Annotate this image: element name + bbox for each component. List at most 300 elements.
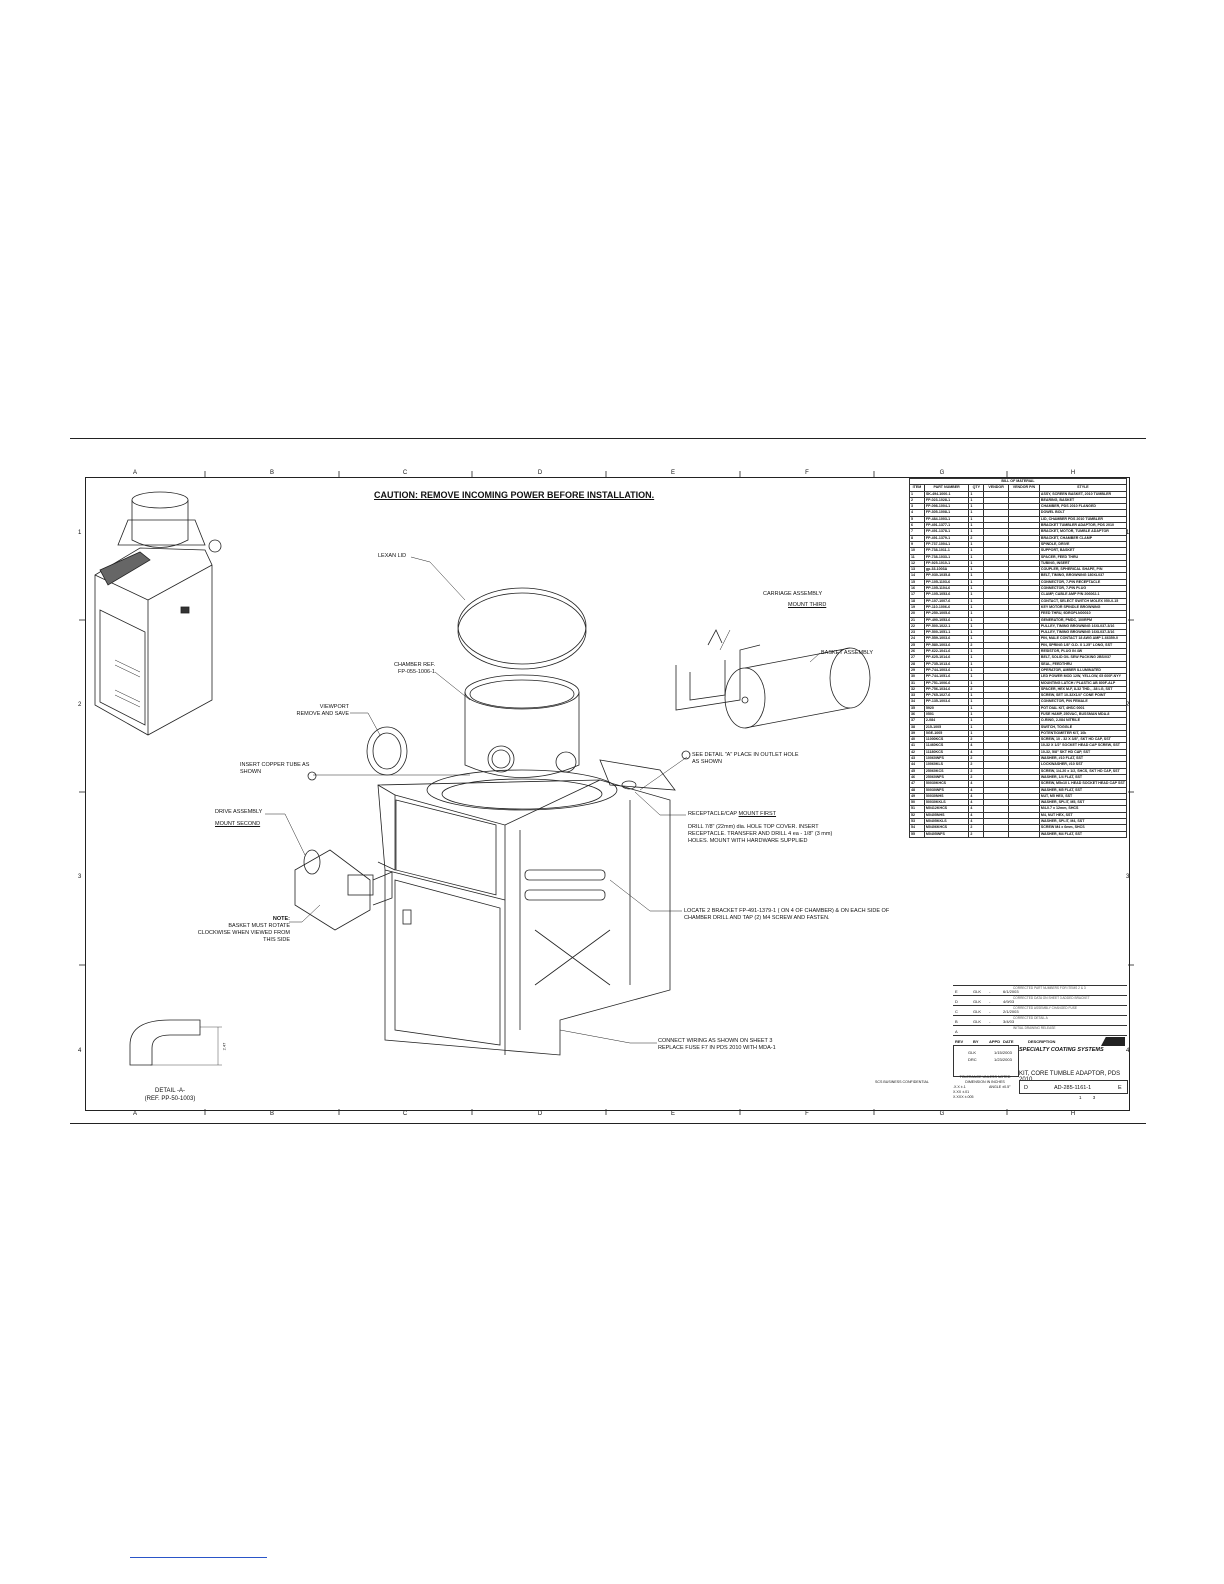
bom-cell: 14 bbox=[910, 573, 925, 579]
bom-cell: 0501 bbox=[924, 711, 969, 717]
label-see-detail-line2: AS SHOWN bbox=[692, 759, 722, 765]
bom-cell: 32 bbox=[910, 686, 925, 692]
label-basket-assembly: BASKET ASSEMBLY bbox=[821, 650, 874, 656]
bom-cell: 15 bbox=[910, 579, 925, 585]
bom-cell: 50030KKLS bbox=[924, 800, 969, 806]
revision-by: GLK bbox=[973, 989, 982, 994]
bom-cell: 25060WFS bbox=[924, 774, 969, 780]
bom-cell: 4 bbox=[969, 749, 984, 755]
dwg-number: AD-285-1161-1 bbox=[1054, 1085, 1092, 1091]
grid-col-label: B bbox=[269, 1111, 275, 1117]
bom-cell: BEARING, BASKET bbox=[1039, 497, 1126, 503]
bom-cell: FEED THRU, 9DROPLN00010 bbox=[1039, 611, 1126, 617]
bom-cell: MOUNTING LATCH / PLASTIC AB 800F-ALP bbox=[1039, 680, 1126, 686]
grid-row-label: 1 bbox=[78, 530, 82, 536]
bom-cell: PIN, SPRING 1/8" O.D. X 1.25" LONG, SST bbox=[1039, 642, 1126, 648]
bom-cell: SCREW, 10 - 32 X 3/8", SKT HD CAP, SST bbox=[1039, 737, 1126, 743]
bom-cell: PP-580-1003-6 bbox=[924, 642, 969, 648]
grid-col-label: G bbox=[939, 1111, 945, 1117]
bom-cell: 1 bbox=[969, 516, 984, 522]
bom-cell: BELT, SOLID OIL SEW PACKING 2BS/037 bbox=[1039, 655, 1126, 661]
bom-cell: BRACKET, CHAMBER CLAMP bbox=[1039, 535, 1126, 541]
drawn-date: 1/15/2003 bbox=[994, 1050, 1012, 1055]
bom-cell: 1 bbox=[969, 617, 984, 623]
bom-cell: 1 bbox=[969, 699, 984, 705]
bom-cell: 47 bbox=[910, 781, 925, 787]
bom-cell: 1 bbox=[969, 649, 984, 655]
bom-cell: PP-107-1007-6 bbox=[924, 598, 969, 604]
bom-cell: O-RING, 2-084 NITRILE bbox=[1039, 718, 1126, 724]
bom-cell: 9 bbox=[910, 541, 925, 547]
label-lexan-lid: LEXAN LID bbox=[378, 553, 407, 559]
bom-cell: PULLEY, TIMING BROWNING 16XL037-3/16 bbox=[1039, 623, 1126, 629]
revision-appd: - bbox=[989, 1009, 991, 1014]
bom-cell: 11460KCS bbox=[924, 743, 969, 749]
tolerance-angle: ANGLE ±0.5° bbox=[989, 1085, 1011, 1089]
drawn-by: GLK bbox=[968, 1050, 977, 1055]
revision-by: GLK bbox=[973, 999, 982, 1004]
rev-header: APPD bbox=[989, 1039, 1001, 1044]
bom-cell: 45 bbox=[910, 768, 925, 774]
bom-cell: 40 bbox=[910, 737, 925, 743]
revision-description: CORRECTED ASSEMBLY CHANGED FUSE bbox=[1013, 1006, 1077, 1010]
size-value: D bbox=[1024, 1085, 1028, 1091]
label-note-line3: THIS SIDE bbox=[263, 937, 290, 943]
bom-cell: 36 bbox=[910, 711, 925, 717]
checked-by: DRC bbox=[968, 1057, 977, 1062]
bom-cell: 13 bbox=[910, 567, 925, 573]
bom-cell: PP-250-1005-6 bbox=[924, 611, 969, 617]
bom-cell: 1 bbox=[969, 497, 984, 503]
bom-cell: 1 bbox=[969, 661, 984, 667]
bom-cell: WASHER, M5 FLAT, SST bbox=[1039, 787, 1126, 793]
bom-cell: WASHER, M4 FLAT, SST bbox=[1039, 831, 1126, 837]
bom-cell: FP-738-1011-1 bbox=[924, 548, 969, 554]
bom-cell: 39 bbox=[910, 730, 925, 736]
bom-cell: 26 bbox=[910, 649, 925, 655]
revision-rev: B bbox=[955, 1019, 958, 1024]
bom-cell: FP-491-1377-1 bbox=[924, 523, 969, 529]
detail-a-caption bbox=[130, 1087, 210, 1103]
tolerance-units: DIMENSION IN INCHES bbox=[965, 1080, 1005, 1084]
bom-cell: 46 bbox=[910, 774, 925, 780]
bom-cell: WASHER, 1/4 FLAT, SST bbox=[1039, 774, 1126, 780]
bom-cell: KEY MOTOR SPINDLE BROWNING bbox=[1039, 604, 1126, 610]
bom-cell: FUSE HAMP, 250VAC, BUSSMAN MDA-8 bbox=[1039, 711, 1126, 717]
bom-cell: SPINDLE, DRIVE bbox=[1039, 541, 1126, 547]
bom-cell: 2 bbox=[969, 774, 984, 780]
viewport bbox=[367, 727, 407, 775]
bom-cell: PP-105-1103-6 bbox=[924, 579, 969, 585]
bom-cell: 4 bbox=[969, 812, 984, 818]
revision-rev: A bbox=[955, 1029, 958, 1034]
bom-cell: 2 bbox=[969, 768, 984, 774]
bom-cell: 41 bbox=[910, 743, 925, 749]
bom-cell: 23 bbox=[910, 630, 925, 636]
bom-cell: 2 bbox=[969, 686, 984, 692]
bom-cell: 10-32, 5/8" SKT HD CAP, SST bbox=[1039, 749, 1126, 755]
bom-cell: 5GE-1005 bbox=[924, 730, 969, 736]
bom-header: PART NUMBER bbox=[924, 485, 969, 491]
bom-cell: 1 bbox=[969, 655, 984, 661]
bom-cell: 5 bbox=[910, 516, 925, 522]
bom-cell: 4 bbox=[969, 806, 984, 812]
label-note-title: NOTE: bbox=[272, 916, 290, 922]
drawn-by-box bbox=[953, 1045, 1019, 1077]
label-connect-wiring bbox=[658, 1038, 776, 1052]
footer-link-underline bbox=[130, 1557, 267, 1558]
bom-cell: 2 bbox=[969, 825, 984, 831]
detail-a-title: DETAIL -A- bbox=[154, 1088, 185, 1094]
rev-header: DESCRIPTION bbox=[1028, 1039, 1056, 1044]
bom-header: QTY bbox=[969, 485, 984, 491]
bom-cell: 10-32 X 1/2" SOCKET HEAD CAP SCREW, SST bbox=[1039, 743, 1126, 749]
bom-cell: gp-33-1003A bbox=[924, 567, 969, 573]
revision-description: INITIAL DRAWING RELEASE bbox=[1013, 1026, 1056, 1030]
revision-date: 6/1/2003 bbox=[1003, 989, 1019, 994]
bom-cell: PULLEY, TIMING BROWNING 16XL037-3/16 bbox=[1039, 630, 1126, 636]
label-drill-line2: RECEPTACLE. TRANSFER AND DRILL 4 ea - 1/8" (3 mm) bbox=[688, 831, 833, 837]
bom-cell: 1 bbox=[969, 510, 984, 516]
revision-rev: D bbox=[955, 999, 958, 1004]
label-locate-line2: CHAMBER DRILL AND TAP (2) M4 SCREW AND FASTEN. bbox=[684, 915, 830, 921]
bom-cell: WASHER, SPLIT, M5, SST bbox=[1039, 800, 1126, 806]
bom-header: VENDOR P/N bbox=[1009, 485, 1040, 491]
bom-cell: 1 bbox=[969, 586, 984, 592]
revision-description: CORRECTED DATA ON SHEET 3 ADDED BRACKET bbox=[1013, 996, 1090, 1000]
bom-cell: BRACKET TUMBLER ADAPTOR, PDS 2010 bbox=[1039, 523, 1126, 529]
bom-cell: PP-110-1006-6 bbox=[924, 604, 969, 610]
label-locate-bracket bbox=[684, 908, 889, 922]
lexan-lid bbox=[458, 588, 586, 669]
bom-cell: 44 bbox=[910, 762, 925, 768]
bom-cell: PP-744-1051-6 bbox=[924, 674, 969, 680]
bom-cell: 1 bbox=[969, 592, 984, 598]
bom-cell: 1 bbox=[969, 611, 984, 617]
bom-cell: 28 bbox=[910, 661, 925, 667]
bom-cell: 1 bbox=[969, 491, 984, 497]
basket-assembly bbox=[725, 648, 870, 728]
bom-cell: SCREW M4 x 6mm, SHCS bbox=[1039, 825, 1126, 831]
bom-cell: 11180KCS bbox=[924, 749, 969, 755]
overview-machine bbox=[95, 492, 221, 735]
bom-cell: 17 bbox=[910, 592, 925, 598]
revision-by: GLK bbox=[973, 1019, 982, 1024]
bom-cell: 50030NHS bbox=[924, 793, 969, 799]
bom-cell: LID, CHAMBER PDS 2010 TUMBLER bbox=[1039, 516, 1126, 522]
bom-cell: 11000KCS bbox=[924, 737, 969, 743]
bom-cell: 4 bbox=[910, 510, 925, 516]
bom-cell: 55 bbox=[910, 831, 925, 837]
bom-cell: 5920 bbox=[924, 705, 969, 711]
revision-date: 4/9/03 bbox=[1003, 999, 1015, 1004]
tolerance-xxx: X.XXX ±.005 bbox=[953, 1095, 974, 1099]
tolerance-x: .X.X ±.1 bbox=[953, 1085, 966, 1089]
detail-a-ref: (REF. PP-50-1003) bbox=[144, 1096, 196, 1102]
bom-cell: 48 bbox=[910, 787, 925, 793]
bom-cell: 10 bbox=[910, 548, 925, 554]
bom-cell: 4 bbox=[969, 800, 984, 806]
bom-cell: 50 bbox=[910, 800, 925, 806]
bom-cell: PIN, MALE CONTACT 18 AWG AMP 1-66359-0 bbox=[1039, 636, 1126, 642]
bom-cell: 42 bbox=[910, 749, 925, 755]
bom-cell: 1 bbox=[969, 541, 984, 547]
bom-cell: PP-622-1041-6 bbox=[924, 649, 969, 655]
grid-row-label: 3 bbox=[1126, 874, 1130, 880]
label-note-line1: BASKET MUST ROTATE bbox=[228, 923, 290, 929]
label-receptacle bbox=[688, 811, 776, 818]
bom-cell: 4 bbox=[969, 787, 984, 793]
label-carriage-title: CARRIAGE ASSEMBLY bbox=[763, 591, 823, 597]
label-viewport-title: VIEWPORT bbox=[319, 704, 349, 710]
label-drive-assembly-title: DRIVE ASSEMBLY bbox=[215, 809, 263, 815]
label-drill-line3: HOLES. MOUNT WITH HARDWARE SUPPLIED bbox=[688, 838, 808, 844]
confidential-note: SCS BUSINESS CONFIDENTIAL bbox=[875, 1080, 929, 1084]
bom-cell: PP-135-1003-6 bbox=[924, 699, 969, 705]
bom-cell: PP-030-1035-8 bbox=[924, 573, 969, 579]
grid-col-label: E bbox=[670, 470, 676, 476]
drive-assembly bbox=[295, 850, 392, 930]
grid-row-label: 2 bbox=[78, 702, 82, 708]
label-insert-copper-line2: SHOWN bbox=[240, 769, 262, 775]
bom-cell: 27 bbox=[910, 655, 925, 661]
bom-cell: 34 bbox=[910, 699, 925, 705]
bom-cell: 38 bbox=[910, 724, 925, 730]
bill-of-material-table bbox=[909, 478, 1130, 838]
label-mount-first: MOUNT FIRST bbox=[738, 811, 777, 817]
bom-cell: 1 bbox=[969, 523, 984, 529]
bom-cell: 18 bbox=[910, 598, 925, 604]
bom-cell: 1 bbox=[969, 630, 984, 636]
bom-cell: 33 bbox=[910, 693, 925, 699]
bom-cell: 29 bbox=[910, 667, 925, 673]
bom-cell: 1 bbox=[969, 579, 984, 585]
label-insert-copper bbox=[240, 762, 309, 776]
bom-title: BILL OF MATERIAL bbox=[910, 479, 1127, 485]
label-viewport-note: REMOVE AND SAVE bbox=[296, 711, 349, 717]
bom-cell: 53 bbox=[910, 819, 925, 825]
bom-cell: 2 bbox=[969, 762, 984, 768]
grid-col-label: F bbox=[805, 470, 809, 476]
bom-cell: 2 bbox=[910, 497, 925, 503]
bom-cell: 54 bbox=[910, 825, 925, 831]
label-detail-dim: 2.47 bbox=[221, 1042, 227, 1051]
bom-cell: 50030WFS bbox=[924, 787, 969, 793]
bom-cell: SUPPORT, BASKET bbox=[1039, 548, 1126, 554]
tolerance-title: TOLERANCE UNLESS NOTED bbox=[959, 1075, 1011, 1079]
bom-cell: M0405NHS bbox=[924, 812, 969, 818]
bom-cell: CLAMP, CABLE AMP P/N 206062-1 bbox=[1039, 592, 1126, 598]
grid-col-label: C bbox=[402, 1111, 408, 1117]
bom-cell: M0406KHCS bbox=[924, 825, 969, 831]
bom-cell: SPACER, HEX M-F, 8-32 THD., .38 LG, SST bbox=[1039, 686, 1126, 692]
grid-row-label: 4 bbox=[78, 1048, 82, 1054]
bom-header: VENDOR bbox=[984, 485, 1009, 491]
bom-cell: 1 bbox=[969, 604, 984, 610]
bom-cell: PP-500-1022-1 bbox=[924, 623, 969, 629]
bom-cell: 25060KCS bbox=[924, 768, 969, 774]
revision-description: CORRECTED DETAIL A bbox=[1013, 1016, 1048, 1020]
tolerance-xx: X.XX ±.01 bbox=[953, 1090, 970, 1094]
bom-cell: PP-490-1053-6 bbox=[924, 617, 969, 623]
bom-cell: 24 bbox=[910, 636, 925, 642]
bom-cell: CHAMBER, PDS 2010 FLANGED bbox=[1039, 504, 1126, 510]
bom-cell: 30 bbox=[910, 674, 925, 680]
tolerance-block bbox=[953, 1075, 1017, 1100]
label-basket-note bbox=[185, 916, 290, 944]
bom-cell: WASHER, SPLIT, M4, SST bbox=[1039, 819, 1126, 825]
bom-cell: POT DIAL KIT, 4HSC 0001 bbox=[1039, 705, 1126, 711]
bom-cell: 16 bbox=[910, 586, 925, 592]
bom-cell: WASHER, #10 FLAT, SST bbox=[1039, 756, 1126, 762]
grid-col-label: H bbox=[1070, 470, 1076, 476]
label-viewport bbox=[285, 704, 349, 718]
drawing-title: KIT, CORE TUMBLE ADAPTOR, PDS 2010 bbox=[1019, 1071, 1121, 1083]
label-see-detail bbox=[692, 752, 799, 766]
bom-cell: POTENTIOMETER KIT, 10k bbox=[1039, 730, 1126, 736]
bom-header: STYLE bbox=[1039, 485, 1126, 491]
bom-cell: 1 bbox=[969, 623, 984, 629]
bom-cell: 31 bbox=[910, 680, 925, 686]
caution-heading: CAUTION: REMOVE INCOMING POWER BEFORE INSTALLATION. bbox=[374, 490, 655, 500]
bom-cell: 1 bbox=[969, 567, 984, 573]
bom-cell: 1 bbox=[969, 636, 984, 642]
grid-row-label: 1 bbox=[1126, 530, 1130, 536]
bom-cell: OPERATOR, AMBER ILLUMINATED bbox=[1039, 667, 1126, 673]
grid-col-label: A bbox=[132, 1111, 138, 1117]
bom-cell: FP-484-1003-1 bbox=[924, 516, 969, 522]
grid-col-label: D bbox=[537, 1111, 543, 1117]
bom-cell: SWITCH, TOGGLE bbox=[1039, 724, 1126, 730]
leader-lines bbox=[265, 557, 820, 1043]
bom-cell: PP-756-1034-6 bbox=[924, 686, 969, 692]
bom-cell: 4 bbox=[969, 781, 984, 787]
bom-cell: 19 bbox=[910, 604, 925, 610]
bom-cell: 52 bbox=[910, 812, 925, 818]
label-chamber-ref bbox=[380, 662, 435, 676]
revision-date: 3/4/03 bbox=[1003, 1019, 1015, 1024]
size-dwg-rev-box bbox=[1019, 1080, 1128, 1094]
bom-cell: PP-105-1104-6 bbox=[924, 586, 969, 592]
bom-cell: PP-751-1006-6 bbox=[924, 680, 969, 686]
revision-description: CORRECTED PART NUMBERS FOR ITEMS 2 & 3 bbox=[1013, 986, 1086, 990]
label-receptacle-title: RECEPTACLE/CAP bbox=[688, 811, 738, 817]
bom-cell: M4-0.7 x 12mm, SHCS bbox=[1039, 806, 1126, 812]
sheet-info bbox=[1079, 1095, 1095, 1100]
bom-body bbox=[910, 491, 1130, 837]
bom-cell: PP-735-1013-6 bbox=[924, 661, 969, 667]
bom-cell: M0405KKLS bbox=[924, 819, 969, 825]
bom-cell: LOCKWASHER, #10 SST bbox=[1039, 762, 1126, 768]
bom-cell: FP-305-1008-1 bbox=[924, 510, 969, 516]
bom-cell: 20 bbox=[910, 611, 925, 617]
bom-cell: FP-738-1033-1 bbox=[924, 554, 969, 560]
bom-cell bbox=[1009, 831, 1040, 837]
bom-cell: CONTACT, SELECT SWITCH MOLEX 050-0-15 bbox=[1039, 598, 1126, 604]
revision-rev: E bbox=[955, 989, 958, 994]
rev-header: REV bbox=[955, 1039, 964, 1044]
bom-cell: ASSY, SCREEN BASKET, 2010 TUMBLER bbox=[1039, 491, 1126, 497]
rev-value: E bbox=[1118, 1085, 1122, 1091]
bom-cell: 25 bbox=[910, 642, 925, 648]
label-insert-copper-line1: INSERT COPPER TUBE AS bbox=[240, 762, 310, 768]
revision-date: 2/1/2003 bbox=[1003, 1009, 1019, 1014]
grid-col-label: H bbox=[1070, 1111, 1076, 1117]
bom-cell: TUBING, INSERT bbox=[1039, 560, 1126, 566]
bom-cell: 2 bbox=[969, 642, 984, 648]
bom-cell: 7 bbox=[910, 529, 925, 535]
bom-cell: CONNECTOR, PIN FEMALE bbox=[1039, 699, 1126, 705]
rev-header: DATE bbox=[1003, 1039, 1014, 1044]
bom-cell: 22 bbox=[910, 623, 925, 629]
bom-cell: 1 bbox=[969, 548, 984, 554]
bom-cell: 2-084 bbox=[924, 718, 969, 724]
bom-cell: M0412KHCS bbox=[924, 806, 969, 812]
bom-cell: 215-1005 bbox=[924, 724, 969, 730]
bom-cell: 3 bbox=[910, 504, 925, 510]
bom-cell: NUT, M5 HEX, SST bbox=[1039, 793, 1126, 799]
grid-col-label: G bbox=[939, 470, 945, 476]
bom-cell: FP-737-1004-1 bbox=[924, 541, 969, 547]
bom-cell: COUPLER, SPHERICAL SHAPE, P/N bbox=[1039, 567, 1126, 573]
bom-cell: 6 bbox=[910, 523, 925, 529]
bom-cell: BELT, TIMING, BROWNING 180XL037 bbox=[1039, 573, 1126, 579]
bom-cell: PP-559-1003-6 bbox=[924, 636, 969, 642]
bom-cell: 1 bbox=[969, 724, 984, 730]
bom-cell: PP-744-1003-6 bbox=[924, 667, 969, 673]
label-drive-assembly bbox=[215, 809, 262, 828]
main-cabinet bbox=[378, 780, 670, 1055]
label-carriage-assembly bbox=[763, 591, 826, 609]
bom-cell: 1 bbox=[969, 718, 984, 724]
grid-col-label: E bbox=[670, 1111, 676, 1117]
grid-col-label: A bbox=[132, 470, 138, 476]
bom-cell: 1 bbox=[969, 529, 984, 535]
grid-row-label: 2 bbox=[1126, 702, 1130, 708]
bom-cell: 50030KHCS bbox=[924, 781, 969, 787]
bom-cell: 1 bbox=[969, 667, 984, 673]
bom-cell: 21 bbox=[910, 617, 925, 623]
bom-row bbox=[910, 831, 1127, 837]
bom-cell: CONNECTOR, 7-PIN PLUG bbox=[1039, 586, 1126, 592]
bom-cell: FP-023-1028-1 bbox=[924, 497, 969, 503]
bom-cell: FP-491-1378-1 bbox=[924, 529, 969, 535]
bom-cell: 4 bbox=[969, 819, 984, 825]
bom-cell: 43 bbox=[910, 756, 925, 762]
bom-cell: 1 bbox=[910, 491, 925, 497]
label-note-line2: CLOCKWISE WHEN VIEWED FROM bbox=[197, 930, 290, 936]
bom-cell: 1 bbox=[969, 560, 984, 566]
label-see-detail-line1: SEE DETAIL "A" PLACE IN OUTLET HOLE bbox=[692, 752, 799, 758]
bom-cell: 12 bbox=[910, 560, 925, 566]
bom-cell: 1 bbox=[969, 693, 984, 699]
revision-by: GLK bbox=[973, 1009, 982, 1014]
label-chamber-ref-title: CHAMBER REF. bbox=[394, 662, 435, 668]
company-name: SPECIALTY COATING SYSTEMS bbox=[1019, 1047, 1104, 1053]
label-connect-line1: CONNECT WIRING AS SHOWN ON SHEET 3 bbox=[658, 1038, 773, 1044]
bom-cell: SPACER, FEED THRU bbox=[1039, 554, 1126, 560]
bom-cell: SCREW, M5x10 L HEAD SOCKET HEAD CAP SST bbox=[1040, 781, 1125, 786]
bom-cell: 37 bbox=[910, 718, 925, 724]
bom-cell: 11 bbox=[910, 554, 925, 560]
grid-row-label: 3 bbox=[78, 874, 82, 880]
grid-col-label: C bbox=[402, 470, 408, 476]
bom-cell: DOWEL BOLT bbox=[1039, 510, 1126, 516]
bom-cell: 2 bbox=[969, 831, 984, 837]
bom-cell: FP-925-1010-1 bbox=[924, 560, 969, 566]
label-mount-second: MOUNT SECOND bbox=[215, 821, 261, 827]
bom-cell: M4, NUT HEX, SST bbox=[1039, 812, 1126, 818]
